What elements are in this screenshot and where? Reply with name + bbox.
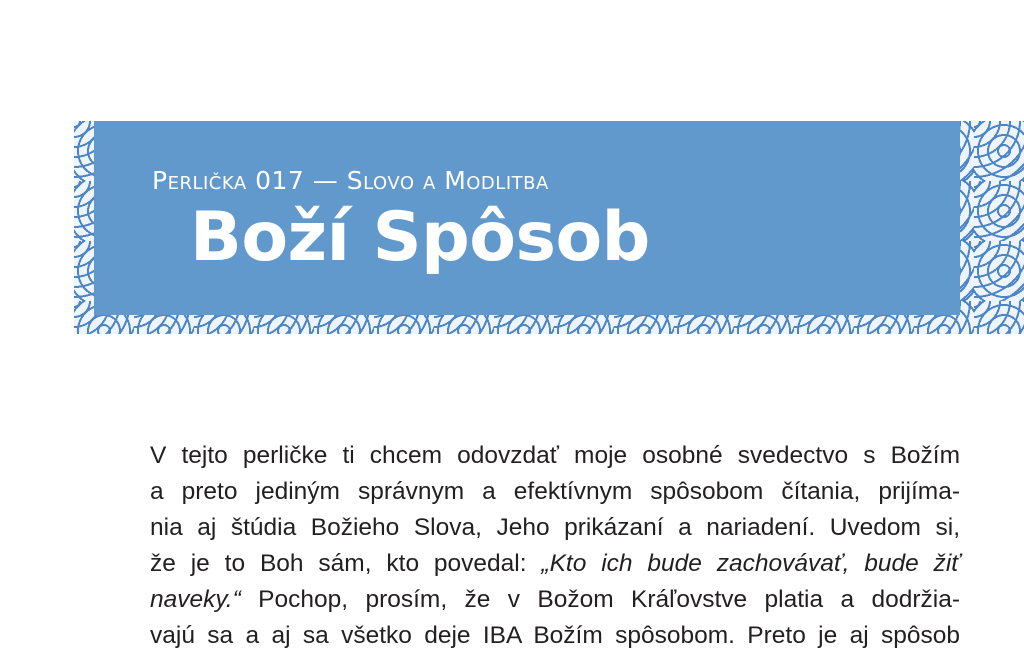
text-line: [150, 438, 960, 474]
quote-text: „Kto ich bude zachovávať, bude žiť: [541, 550, 960, 577]
page-title: Boží Spôsob: [190, 198, 650, 277]
text-line: [150, 474, 960, 510]
text-run: a preto jediným správnym a efektívnym spôsobom čítania, prijíma-: [150, 478, 960, 505]
text-line: [150, 618, 960, 654]
text-line: [150, 582, 960, 618]
text-run: V tejto perličke ti chcem odovzdať moje osobné svedectvo s Božím: [150, 442, 960, 469]
section-subtitle: Perlička 017 — Slovo a Modlitba: [152, 166, 549, 195]
quote-text: naveky.“: [150, 586, 241, 613]
text-line: [150, 546, 960, 582]
text-run: nia aj štúdia Božieho Slova, Jeho prikázaní a nariadení. Uvedom si,: [150, 514, 960, 541]
text-run: že je to Boh sám, kto povedal:: [150, 550, 542, 577]
text-run: Pochop, prosím, že v Božom Kráľovstve platia a dodržia-: [240, 586, 960, 613]
text-line: [150, 510, 960, 546]
text-run: vajú sa a aj sa všetko deje IBA Božím spôsobom. Preto je aj spôsob: [150, 622, 960, 649]
body-text: [150, 438, 960, 654]
